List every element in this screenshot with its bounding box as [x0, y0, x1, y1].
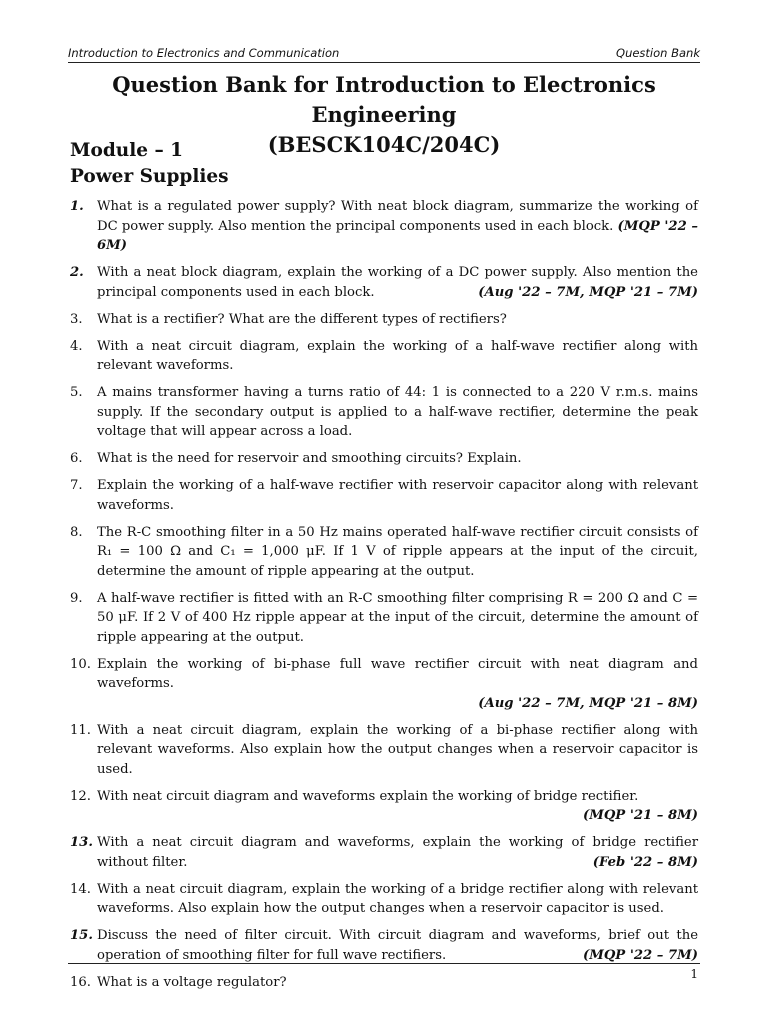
question-number: 3. — [70, 311, 83, 327]
module-number: Module – 1 — [70, 140, 184, 161]
exam-tag: (Aug '22 – 7M, MQP '21 – 8M) — [478, 695, 698, 711]
question-text: A mains transformer having a turns ratio of 44: 1 is connected to a 220 V r.m.s. mains supply. If the secondary output is applied to a half-wave rectifier, determine the peak voltage that will appear across a load. — [97, 385, 698, 439]
question-item — [70, 787, 698, 826]
question-item — [70, 973, 698, 993]
module-heading — [70, 138, 229, 190]
question-item — [70, 337, 698, 376]
question-number: 13. — [70, 835, 93, 850]
question-text: Discuss the need of filter circuit. With circuit diagram and waveforms, brief out the operation of smoothing filter for full wave rectifiers. — [97, 928, 698, 963]
question-text: What is the need for reservoir and smoothing circuits? Explain. — [97, 451, 522, 466]
question-text: With a neat circuit diagram, explain the working of a bi-phase rectifier along with relevant waveforms. Also explain how the output changes when a reservoir capacitor is used. — [97, 722, 698, 777]
question-item — [70, 449, 698, 469]
question-text: Explain the working of bi-phase full wave rectifier circuit with neat diagram and waveforms. — [97, 656, 698, 691]
question-number: 4. — [70, 338, 83, 354]
question-item — [70, 310, 698, 330]
question-text: What is a regulated power supply? With neat block diagram, summarize the working of DC power supply. Also mention the principal components used in each block. — [97, 199, 698, 234]
title-line-1: Question Bank for Introduction to Electronics Engineering — [112, 72, 656, 127]
question-item — [70, 721, 698, 780]
question-item — [70, 197, 698, 256]
header-right: Question Bank — [616, 46, 700, 60]
running-header — [68, 42, 700, 63]
question-number: 6. — [70, 451, 83, 466]
question-item — [70, 589, 698, 648]
footer-divider — [68, 963, 700, 964]
question-text: With a neat circuit diagram, explain the working of a half-wave rectifier along with relevant waveforms. — [97, 338, 698, 373]
question-text: With neat circuit diagram and waveforms explain the working of bridge rectifier. — [97, 788, 639, 804]
title-line-2: (BESCK104C/204C) — [267, 132, 501, 157]
exam-tag: (Feb '22 – 8M) — [592, 854, 698, 870]
question-number: 11. — [70, 722, 91, 738]
question-text: The R-C smoothing filter in a 50 Hz mains operated half-wave rectifier circuit consists of R₁ = 100 Ω and C₁ = 1,000 μF. If 1 V of ripple appears at the input of the circuit, determine the amount of ripple appearing at the output. — [97, 524, 698, 579]
question-item — [70, 833, 698, 872]
question-number: 7. — [70, 478, 83, 493]
question-item — [70, 655, 698, 714]
question-text: With a neat circuit diagram, explain the working of a bridge rectifier along with relevant waveforms. Also explain how the output changes when a reservoir capacitor is used. — [97, 881, 698, 916]
question-text: With a neat circuit diagram and waveforms, explain the working of bridge rectifier without filter. — [97, 835, 698, 870]
question-number: 2. — [70, 265, 84, 280]
question-item — [70, 476, 698, 515]
question-item — [70, 383, 698, 442]
page-number: 1 — [690, 967, 698, 981]
question-text: Explain the working of a half-wave rectifier with reservoir capacitor along with relevant waveforms. — [97, 478, 698, 513]
question-number: 12. — [70, 788, 91, 804]
module-topic: Power Supplies — [70, 166, 229, 187]
question-item — [70, 263, 698, 302]
question-number: 14. — [70, 881, 91, 897]
question-item — [70, 926, 698, 965]
question-item — [70, 880, 698, 919]
exam-tag: (MQP '22 – 7M) — [582, 947, 698, 963]
question-text: What is a rectifier? What are the different types of rectifiers? — [97, 311, 507, 327]
exam-tag: (MQP '21 – 8M) — [582, 808, 698, 823]
question-number: 15. — [70, 928, 93, 943]
question-item — [70, 523, 698, 582]
question-text: A half-wave rectifier is fitted with an R-C smoothing filter comprising R = 200 Ω and C = 50 μF. If 2 V of 400 Hz ripple appear at the input of the circuit, determine the amount of ripple appearing at the output. — [97, 590, 698, 645]
question-number: 8. — [70, 524, 83, 540]
question-number: 16. — [70, 974, 91, 990]
header-left: Introduction to Electronics and Communication — [68, 46, 340, 60]
question-text: What is a voltage regulator? — [97, 974, 287, 990]
question-list — [70, 197, 698, 1000]
question-text: With a neat block diagram, explain the working of a DC power supply. Also mention the principal components used in each block. — [97, 265, 698, 300]
question-number: 5. — [70, 385, 83, 400]
exam-tag: (MQP '22 – 6M) — [97, 218, 698, 253]
exam-tag: (Aug '22 – 7M, MQP '21 – 7M) — [478, 284, 698, 300]
question-number: 9. — [70, 590, 83, 606]
question-number: 1. — [70, 199, 84, 214]
question-number: 10. — [70, 656, 91, 672]
